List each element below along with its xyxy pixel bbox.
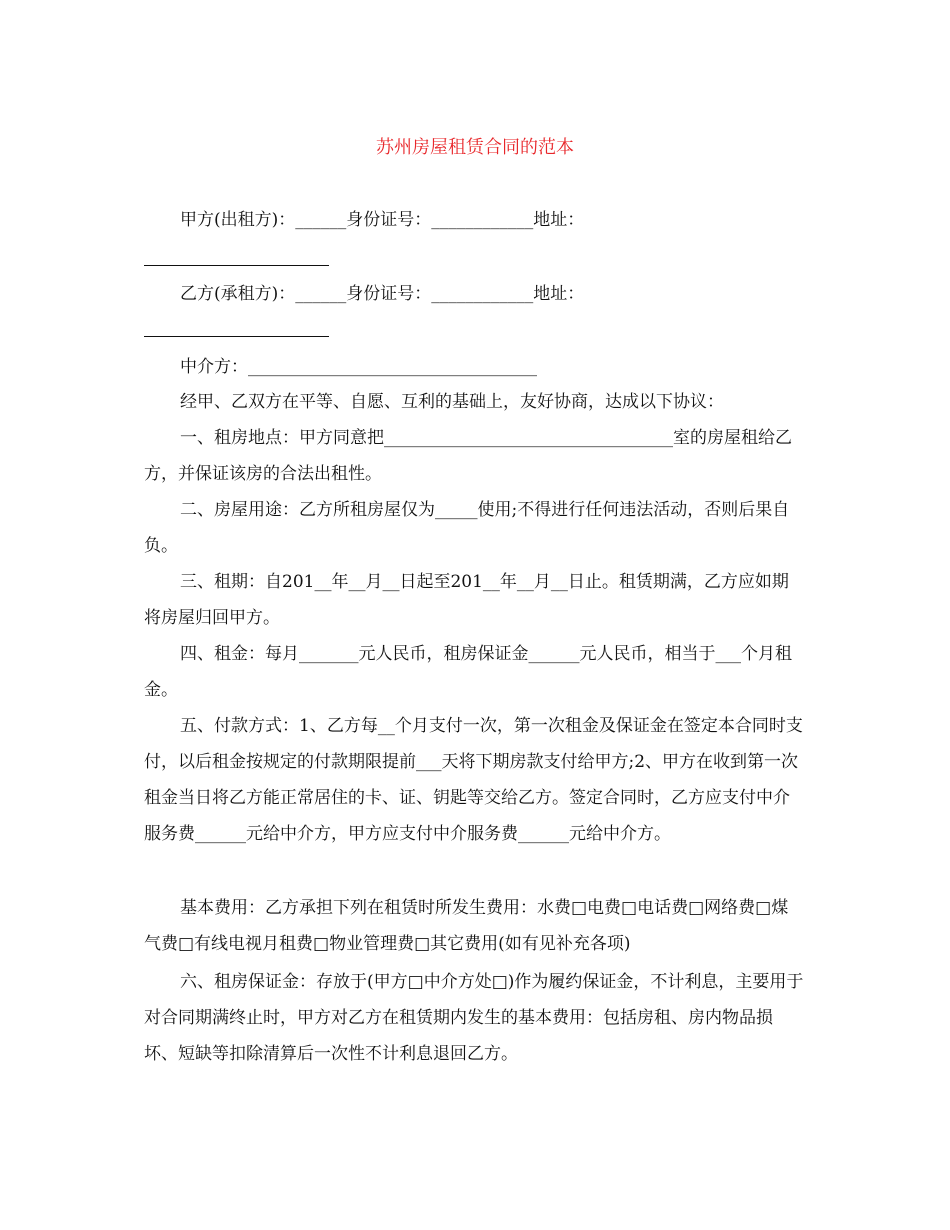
clause-usage: 二、房屋用途：乙方所租房屋仅为_____使用;不得进行任何违法活动，否则后果自负。 bbox=[144, 500, 790, 556]
clause-rent: 四、租金：每月_______元人民币，租房保证金______元人民币，相当于___个月租金。 bbox=[144, 644, 792, 700]
clause-payment: 五、付款方式：1、乙方每__个月支付一次，第一次租金及保证金在签定本合同时支付，以后租金按规定的付款期限提前___天将下期房款支付给甲方;2、甲方在收到第一次租金当日将乙方能正常居住的卡、证、钥匙等交给乙方。签定合同时，乙方应支付中介服务费______元给中介方，甲方应支付中介服务费______元给中介方。 bbox=[144, 716, 803, 844]
clause-location: 一、租房地点：甲方同意把__________________________________室的房屋租给乙方，并保证该房的合法出租性。 bbox=[144, 428, 792, 484]
party-a-line: 甲方(出租方)：______身份证号：____________地址： bbox=[180, 210, 585, 230]
agency-line: 中介方：__________________________________ bbox=[180, 357, 537, 377]
clause-deposit: 六、租房保证金：存放于(甲方□中介方处□)作为履约保证金，不计利息，主要用于对合同期满终止时，甲方对乙方在租赁期内发生的基本费用：包括房租、房内物品损坏、短缺等扣除清算后一次性不计利息退回乙方。 bbox=[144, 972, 804, 1064]
intro-paragraph: 经甲、乙双方在平等、自愿、互利的基础上，友好协商，达成以下协议： bbox=[180, 392, 724, 412]
party-a-address-rule bbox=[144, 265, 329, 266]
clause-basic-fees: 基本费用：乙方承担下列在租赁时所发生费用：水费□电费□电话费□网络费□煤气费□有线电视月租费□物业管理费□其它费用(如有见补充各项) bbox=[144, 898, 789, 954]
clause-term: 三、租期：自201__年__月__日起至201__年__月__日止。租赁期满，乙方应如期将房屋归回甲方。 bbox=[144, 572, 789, 628]
party-b-address-rule bbox=[144, 336, 329, 337]
document-title: 苏州房屋租赁合同的范本 bbox=[376, 137, 574, 158]
party-b-line: 乙方(承租方)：______身份证号：____________地址： bbox=[180, 284, 585, 304]
